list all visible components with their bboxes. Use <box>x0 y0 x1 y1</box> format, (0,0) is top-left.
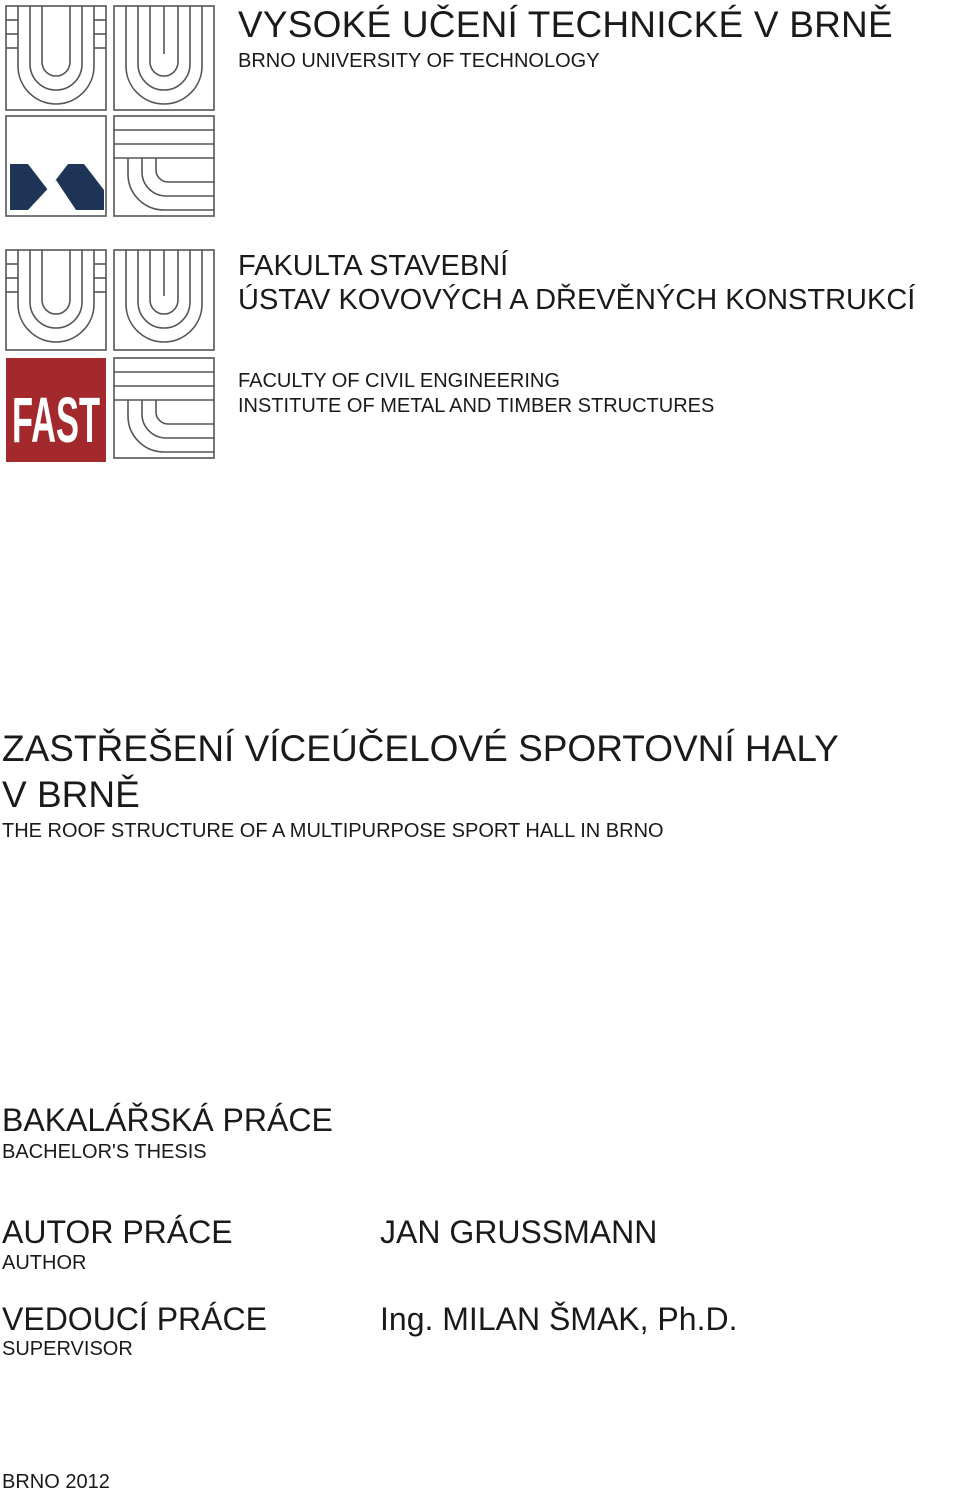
supervisor-name: Ing. MILAN ŠMAK, Ph.D. <box>380 1301 738 1337</box>
university-title-en: BRNO UNIVERSITY OF TECHNOLOGY <box>238 50 600 72</box>
supervisor-label-cz: VEDOUCÍ PRÁCE <box>2 1301 267 1337</box>
faculty-name-en: FACULTY OF CIVIL ENGINEERING <box>238 370 560 392</box>
thesis-title-cz-line1: ZASTŘEŠENÍ VÍCEÚČELOVÉ SPORTOVNÍ HALY <box>2 728 839 769</box>
university-title-cz: VYSOKÉ UČENÍ TECHNICKÉ V BRNĚ <box>238 4 893 45</box>
thesis-type-cz: BAKALÁŘSKÁ PRÁCE <box>2 1102 333 1138</box>
author-label-cz: AUTOR PRÁCE <box>2 1214 233 1250</box>
place-year: BRNO 2012 <box>2 1471 110 1493</box>
thesis-title-en: THE ROOF STRUCTURE OF A MULTIPURPOSE SPORT HALL IN BRNO <box>2 820 664 842</box>
faculty-name-cz: FAKULTA STAVEBNÍ <box>238 250 509 282</box>
institute-name-en: INSTITUTE OF METAL AND TIMBER STRUCTURES <box>238 395 715 417</box>
supervisor-label-en: SUPERVISOR <box>2 1338 133 1360</box>
institute-name-cz: ÚSTAV KOVOVÝCH A DŘEVĚNÝCH KONSTRUKCÍ <box>238 284 916 316</box>
university-logo <box>4 4 218 220</box>
author-name: JAN GRUSSMANN <box>380 1214 658 1250</box>
thesis-type-en: BACHELOR'S THESIS <box>2 1141 207 1163</box>
author-label-en: AUTHOR <box>2 1252 87 1274</box>
faculty-logo <box>4 248 218 464</box>
thesis-title-cz-line2: V BRNĚ <box>2 774 140 815</box>
fast-logo-text: FAST <box>12 384 100 456</box>
